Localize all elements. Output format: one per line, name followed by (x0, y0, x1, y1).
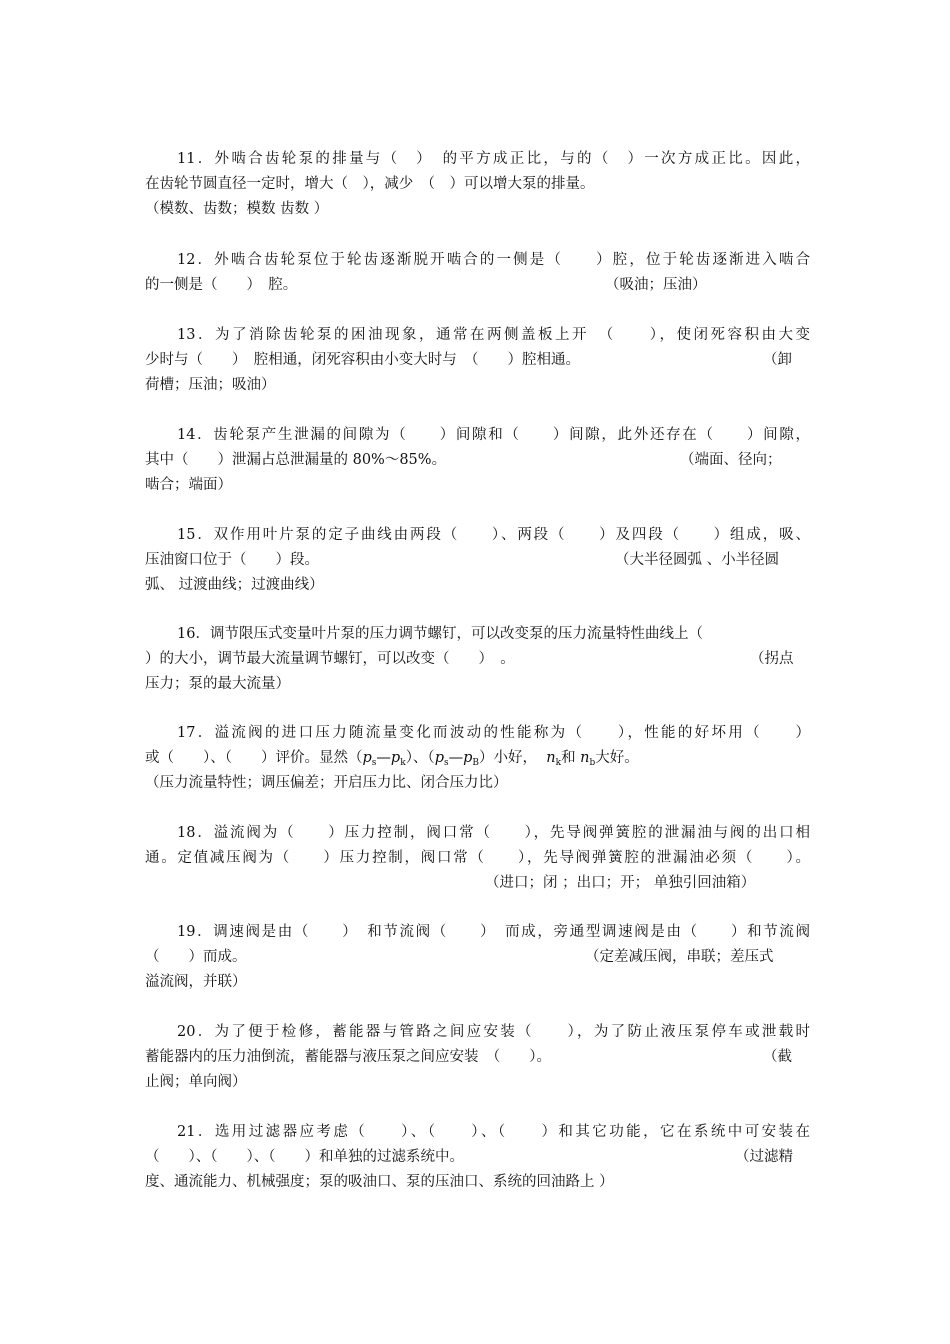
question-13 (145, 323, 810, 398)
question-21-answer-start: （过滤精 (735, 1149, 793, 1165)
formula-sub-k: k (555, 758, 562, 768)
formula-sub-B: B (472, 758, 480, 768)
question-19-answer-start: （定差减压阀，串联；差压式 (585, 949, 774, 965)
question-20-line-2-text: 蓄能器内的压力油倒流，蓄能器与液压泵之间应安装 （ ）。 (145, 1049, 551, 1065)
question-15-answer-end: 弧、 过渡曲线；过渡曲线） (145, 577, 324, 593)
question-14-answer-end: 啮合；端面） (145, 477, 232, 493)
question-16-line-2 (145, 647, 810, 672)
formula-sub-s: s (443, 758, 449, 768)
question-17 (145, 721, 810, 796)
question-20-answer-end: 止阀；单向阀） (145, 1074, 247, 1090)
question-14-line-1: 14．齿轮泵产生泄漏的间隙为（ ）间隙和（ ）间隙，此外还存在（ ）间隙， (177, 427, 810, 443)
question-15-line-2 (145, 548, 810, 573)
question-21-answer-end: 度、通流能力、机械强度；泵的吸油口、泵的压油口、系统的回油路上 ） (145, 1174, 614, 1190)
question-16-line-2-text: ）的大小，调节最大流量调节螺钉，可以改变（ ） 。 (145, 651, 515, 667)
question-13-line-1: 13．为了消除齿轮泵的困油现象，通常在两侧盖板上开 （ ），使闭死容积由大变 (177, 327, 810, 343)
formula-p: p (434, 750, 444, 766)
question-20-answer-start: （截 (763, 1049, 792, 1065)
question-21 (145, 1120, 810, 1195)
formula-sub-b: b (589, 758, 596, 768)
question-21-line-2-text: （ ）、（ ）、（ ）和单独的过滤系统中。 (145, 1149, 464, 1165)
question-17-line-2 (145, 746, 810, 771)
question-13-line-2 (145, 348, 810, 373)
question-16 (145, 622, 810, 697)
question-20 (145, 1020, 810, 1095)
question-17-answer: （压力流量特性；调压偏差；开启压力比、闭合压力比） (145, 775, 508, 791)
question-20-line-1: 20．为了便于检修，蓄能器与管路之间应安装（ ），为了防止液压泵停车或泄载时 (177, 1024, 810, 1040)
question-15 (145, 523, 810, 598)
formula-dash: — (376, 750, 391, 766)
question-21-line-1: 21．选用过滤器应考虑（ ）、（ ）、（ ）和其它功能，它在系统中可安装在 (177, 1124, 810, 1140)
question-16-answer-start: （拐点 (750, 651, 794, 667)
formula-p: p (362, 750, 372, 766)
question-15-line-2-text: 压油窗口位于（ ）段。 (145, 552, 319, 568)
question-20-line-2 (145, 1045, 810, 1070)
formula-p: p (390, 750, 401, 766)
question-11-line-1: 11．外啮合齿轮泵的排量与（ ） 的平方成正比，与的（ ）一次方成正比。因此， (177, 151, 810, 167)
question-19 (145, 920, 810, 995)
question-16-line-1: 16．调节限压式变量叶片泵的压力调节螺钉，可以改变泵的压力流量特性曲线上（ (177, 626, 703, 642)
question-18-line-1: 18．溢流阀为（ ）压力控制，阀口常（ ），先导阀弹簧腔的泄漏油与阀的出口相 (177, 825, 810, 841)
question-12-line-1: 12．外啮合齿轮泵位于轮齿逐渐脱开啮合的一侧是（ ）腔，位于轮齿逐渐进入啮合 (177, 252, 810, 268)
formula-n: n (580, 750, 590, 766)
question-12 (145, 248, 810, 298)
formula-text-small-good: ）小好， (479, 750, 538, 766)
formula-sub-k: k (400, 758, 406, 768)
question-11-answer: （模数、齿数；模数 齿数 ） (145, 201, 329, 217)
formula-p: p (463, 750, 473, 766)
question-17-line-2-text: 或（ ）、（ ）评价。显然（ (145, 750, 363, 766)
question-11-line-2: 在齿轮节圆直径一定时，增大（ ），减少 （ ）可以增大泵的排量。 (145, 176, 595, 192)
question-15-answer-start: （大半径圆弧 、小半径圆 (615, 552, 780, 568)
formula-text-large-good: 大好。 (595, 750, 639, 766)
question-21-line-2 (145, 1145, 810, 1170)
question-13-answer-start: （卸 (763, 352, 792, 368)
question-16-answer-end: 压力；泵的最大流量） (145, 676, 290, 692)
question-15-line-1: 15．双作用叶片泵的定子曲线由两段（ ）、两段（ ）及四段（ ）组成，吸、 (177, 527, 810, 543)
question-17-line-1: 17．溢流阀的进口压力随流量变化而波动的性能称为（ ），性能的好坏用（ ） (177, 725, 810, 741)
question-18-answer: （进口；闭 ；出口；开； 单独引回油箱） (485, 875, 756, 891)
formula-and: 和 (561, 750, 581, 766)
question-14 (145, 423, 810, 498)
question-14-answer-start: （端面、径向； (680, 452, 782, 468)
question-12-line-2 (145, 273, 810, 298)
question-13-answer-end: 荷槽；压油；吸油） (145, 377, 276, 393)
question-11 (145, 147, 810, 222)
question-13-line-2-text: 少时与（ ） 腔相通，闭死容积由小变大时与 （ ）腔相通。 (145, 352, 580, 368)
question-19-line-2-text: （ ）而成。 (145, 949, 247, 965)
question-14-line-2-text: 其中（ ）泄漏占总泄漏量的 80%～85%。 (145, 452, 447, 468)
question-12-line-2-text: 的一侧是（ ） 腔。 (145, 277, 298, 293)
question-18-line-2: 通。定值减压阀为（ ）压力控制，阀口常（ ），先导阀弹簧腔的泄漏油必须（ ）。 (145, 850, 810, 866)
question-19-line-2 (145, 945, 810, 970)
question-14-line-2 (145, 448, 810, 473)
question-12-answer: （吸油；压油） (605, 277, 707, 293)
formula-n: n (546, 750, 556, 766)
question-19-answer-end: 溢流阀，并联） (145, 974, 247, 990)
question-19-line-1: 19．调速阀是由（ ） 和节流阀（ ） 而成，旁通型调速阀是由（ ）和节流阀 (177, 924, 810, 940)
formula-dash: — (448, 750, 464, 766)
formula-separator: ）、（ (405, 750, 435, 766)
formula-sub-s: s (371, 758, 377, 768)
question-18 (145, 821, 810, 896)
